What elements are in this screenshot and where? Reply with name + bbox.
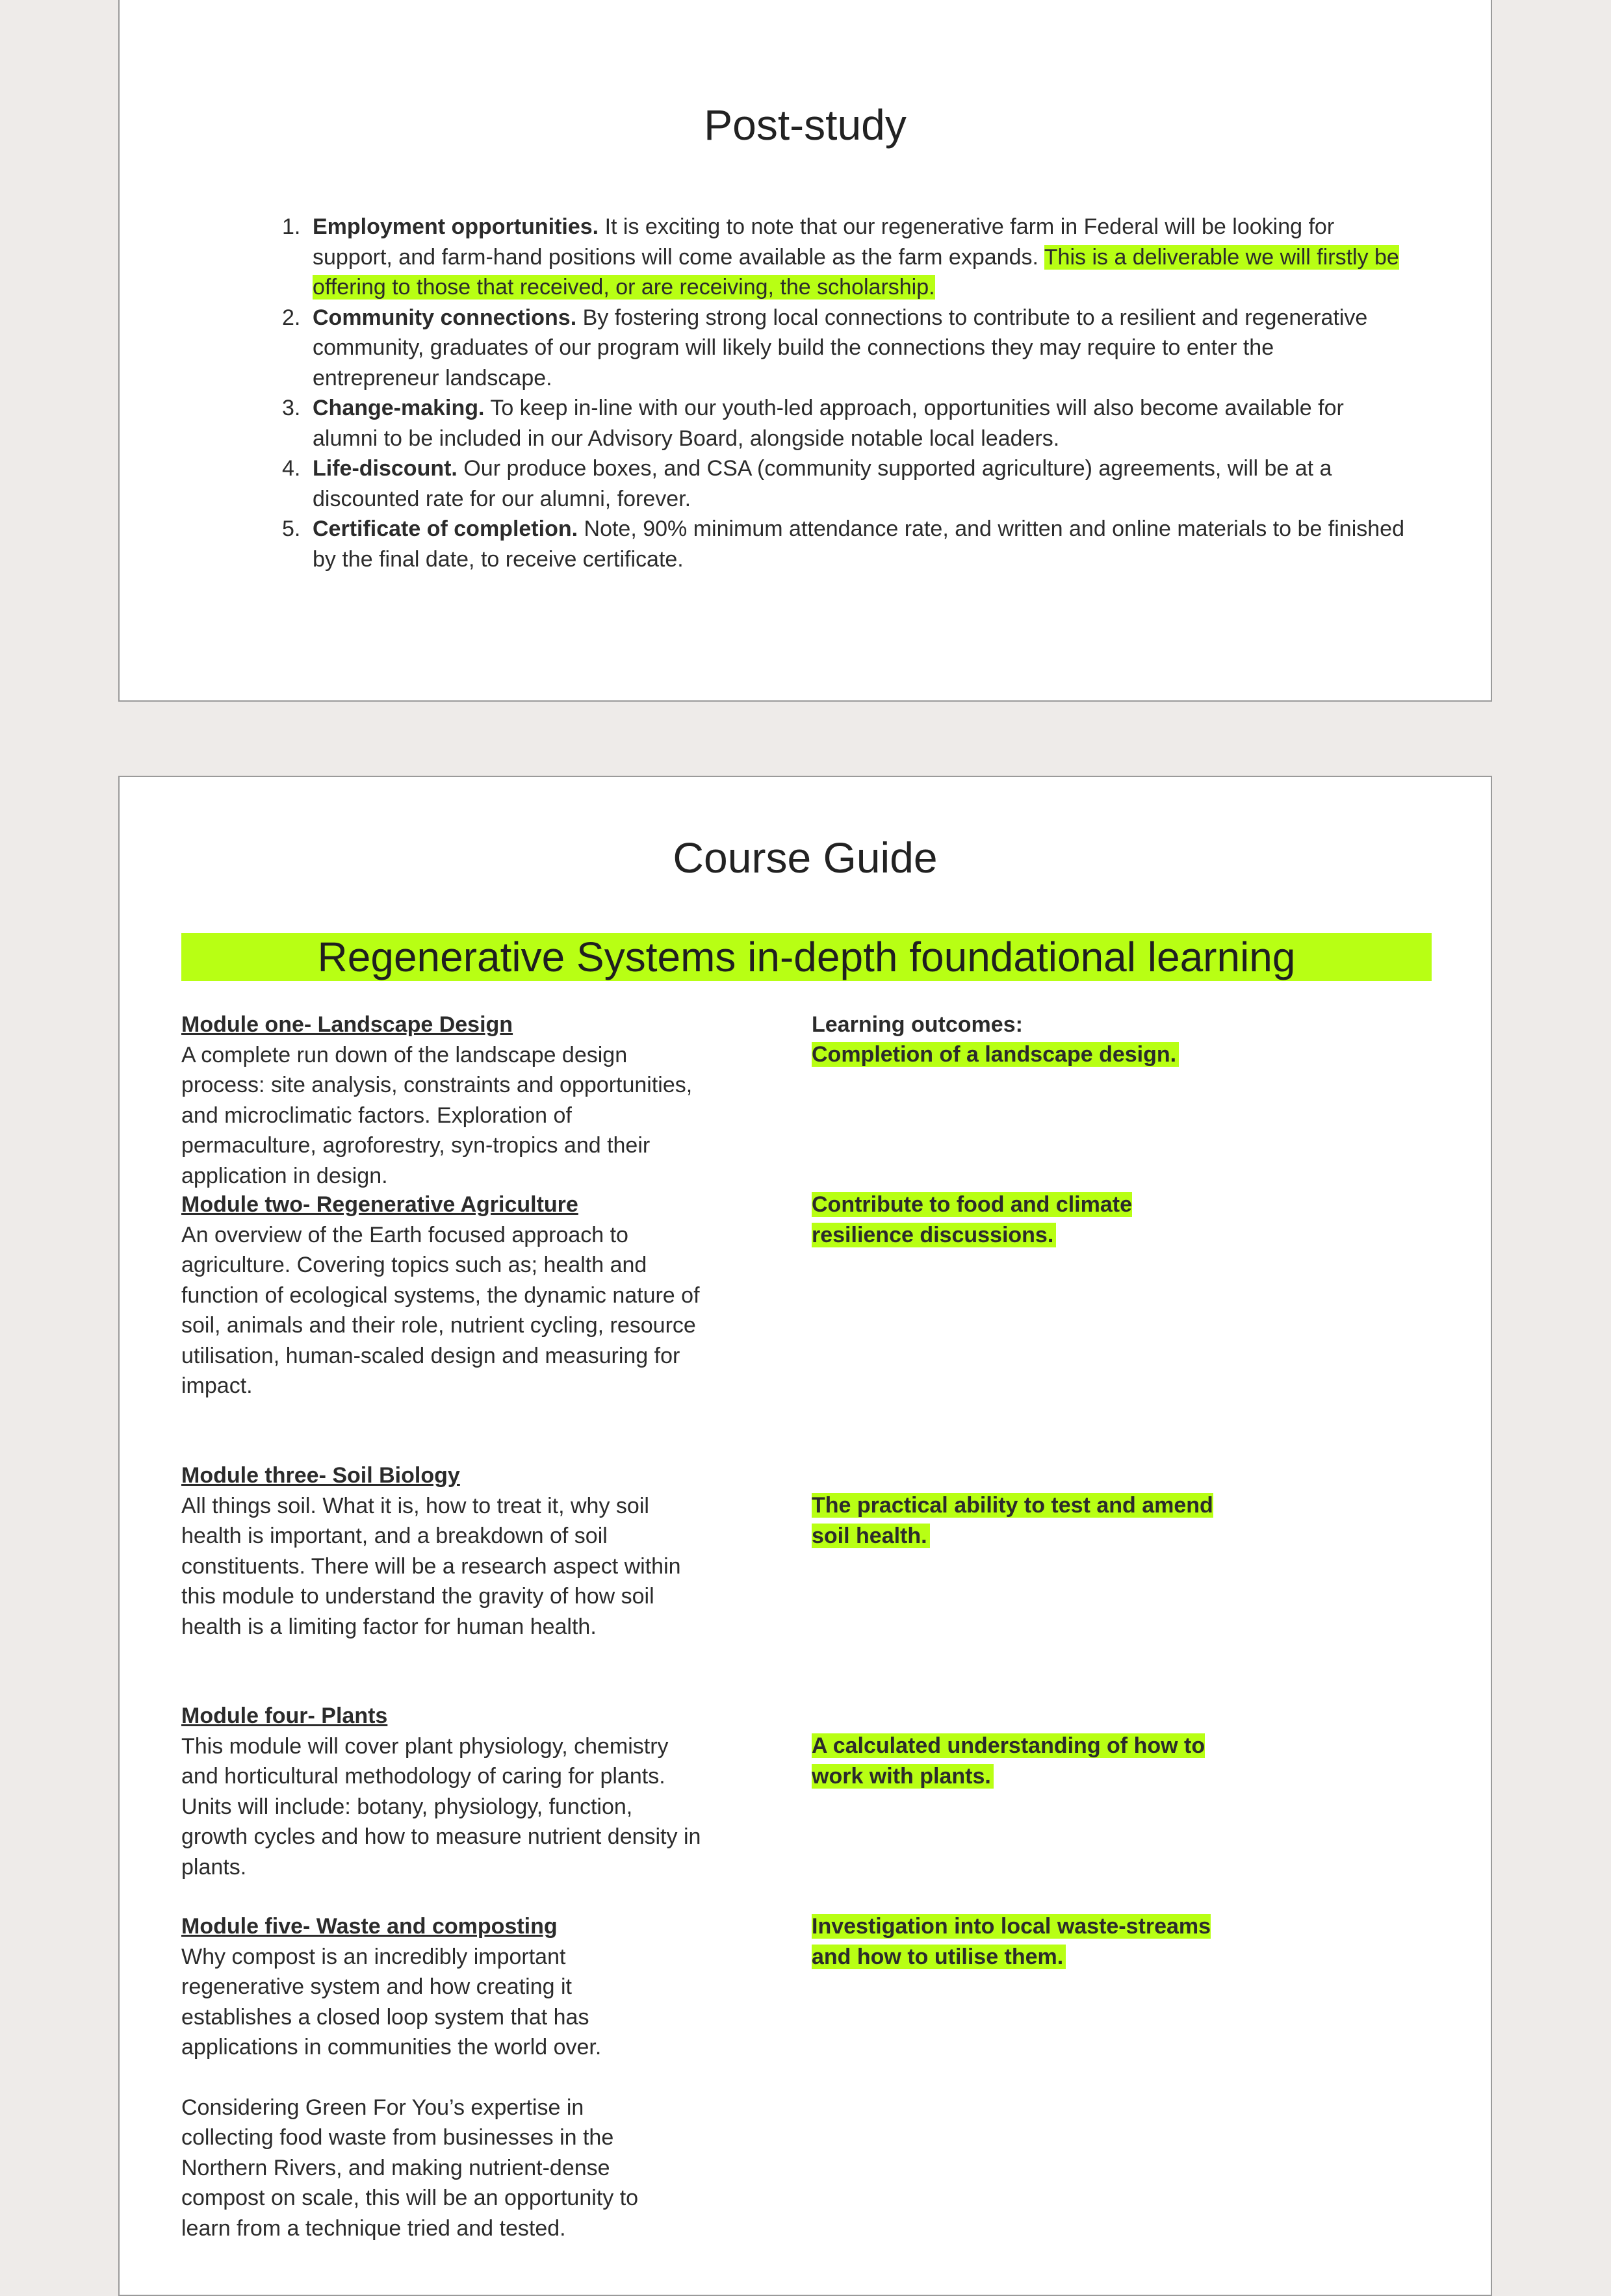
post-study-list xyxy=(196,212,1404,574)
module-description: This module will cover plant physiology, chemistry and horticultural methodology of caring for plants. Units will include: botany, physiology, function, growth cycles and how to measure nutrient density in plants. xyxy=(181,1733,701,1880)
list-item: Employment opportunities. It is exciting to note that our regenerative farm in Federal will be looking for support, and farm-hand positions will come available as the farm expands. This is a deliverable we will firstly be offering to those that received, or are receiving, the scholarship. xyxy=(313,214,1399,300)
list-item: Community connections. By fostering strong local connections to contribute to a resilient and regenerative community, graduates of our program will likely build the connections they may require to enter the entrepreneur landscape. xyxy=(313,305,1368,390)
module-three-outcome: The practical ability to test and amend soil health. xyxy=(812,1493,1213,1548)
module-description: An overview of the Earth focused approach to agriculture. Covering topics such as; health and function of ecological systems, the dynamic nature of soil, animals and their role, nutrient cycling, resource utilisation, human-scaled design and measuring for impact. xyxy=(181,1222,700,1398)
module-title: Module five- Waste and composting xyxy=(181,1914,558,1939)
module-description: All things soil. What it is, how to treat it, why soil health is important, and a breakdown of soil constituents. There will be a research aspect within this module to understand the gravity of how soil health is a limiting factor for human health. xyxy=(181,1493,681,1639)
module-description: A complete run down of the landscape design process: site analysis, constraints and opportunities, and microclimatic factors. Exploration of permaculture, agroforestry, syn-tropics and their application in design. xyxy=(181,1042,693,1188)
list-item: Certificate of completion. Note, 90% minimum attendance rate, and written and online materials to be finished by the final date, to receive certificate. xyxy=(313,517,1404,572)
list-item: Life-discount. Our produce boxes, and CSA (community supported agriculture) agreements, will be at a discounted rate for our alumni, forever. xyxy=(313,456,1332,511)
module-one xyxy=(181,1010,701,1191)
document-page-course-guide xyxy=(118,776,1492,2296)
module-five xyxy=(181,1911,701,2243)
page-title: Course Guide xyxy=(673,834,938,882)
list-item: Change-making. To keep in-line with our youth-led approach, opportunities will also become available for alumni to be included in our Advisory Board, alongside notable local leaders. xyxy=(313,396,1344,451)
module-description: Why compost is an incredibly important regenerative system and how creating it establishes a closed loop system that has applications in communities the world over. xyxy=(181,1944,602,2060)
module-four xyxy=(181,1701,701,1882)
module-title: Module one- Landscape Design xyxy=(181,1012,513,1037)
module-two xyxy=(181,1190,701,1401)
module-one-outcome: Completion of a landscape design. xyxy=(812,1040,1228,1070)
course-banner: Regenerative Systems in-depth foundational learning xyxy=(181,933,1432,981)
module-two-outcome: Contribute to food and climate resilience discussions. xyxy=(812,1192,1132,1247)
module-description-extra: Considering Green For You’s expertise in collecting food waste from businesses in the Northern Rivers, and making nutrient-dense compost on scale, this will be an opportunity to learn from a technique tried and tested. xyxy=(181,2095,639,2241)
module-three xyxy=(181,1461,701,1642)
module-five-outcome: Investigation into local waste-streams and how to utilise them. xyxy=(812,1914,1211,1969)
module-four-outcome: A calculated understanding of how to work with plants. xyxy=(812,1733,1205,1789)
module-title: Module two- Regenerative Agriculture xyxy=(181,1192,578,1217)
document-page-post-study xyxy=(118,0,1492,702)
learning-outcomes-label: Learning outcomes: xyxy=(812,1012,1023,1037)
highlighted-text: This is a deliverable we will firstly be offering to those that received, or are receiving, the scholarship. xyxy=(313,244,1399,300)
module-title: Module three- Soil Biology xyxy=(181,1463,460,1488)
page-title: Post-study xyxy=(704,101,907,149)
module-title: Module four- Plants xyxy=(181,1703,388,1728)
